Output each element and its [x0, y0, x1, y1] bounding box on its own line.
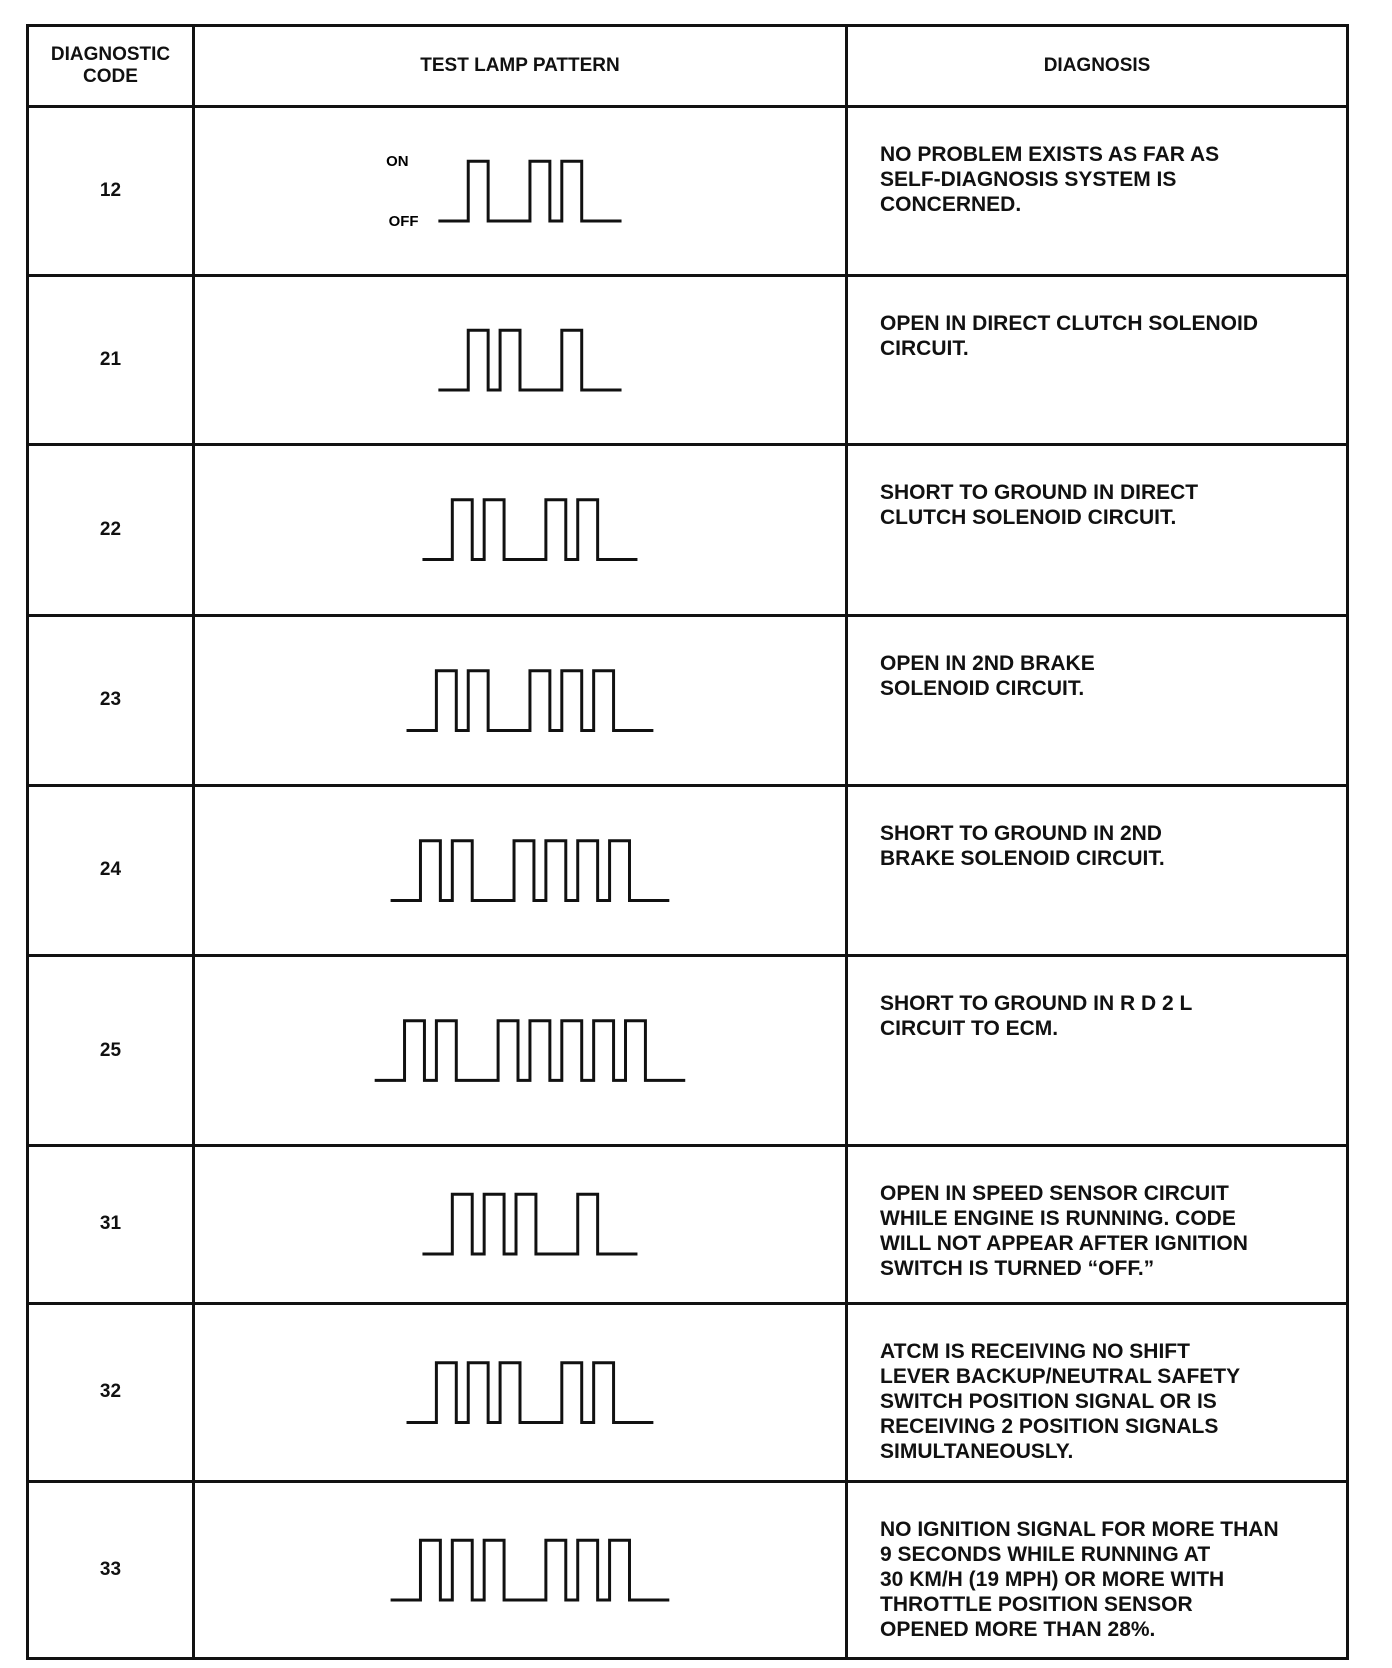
diagnosis-cell	[847, 615, 1348, 785]
table-body	[28, 107, 1348, 1659]
diagnosis-cell	[847, 1303, 1348, 1481]
diagnostic-code: 24	[28, 785, 194, 955]
lamp-waveform	[195, 617, 845, 784]
lamp-pulse-train	[438, 161, 621, 221]
table-row	[28, 785, 1348, 955]
diagnostic-code: 23	[28, 615, 194, 785]
diagnosis-text: SHORT TO GROUND IN 2ND BRAKE SOLENOID CIRCUIT.	[880, 821, 1165, 870]
table-row	[28, 445, 1348, 615]
diagnosis-cell	[847, 1146, 1348, 1303]
diagnostic-code: 25	[28, 956, 194, 1146]
lamp-waveform	[195, 957, 845, 1144]
lamp-waveform	[195, 277, 845, 443]
lamp-on-label: ON	[386, 153, 409, 171]
lamp-pulse-train	[375, 1021, 686, 1081]
diagnostic-code: 12	[28, 107, 194, 276]
lamp-pulse-train	[422, 500, 637, 560]
table-row	[28, 107, 1348, 276]
test-lamp-pattern	[194, 785, 847, 955]
test-lamp-pattern	[194, 615, 847, 785]
diagnosis-text: NO IGNITION SIGNAL FOR MORE THAN 9 SECONDS WHILE RUNNING AT 30 KM/H (19 MPH) OR MORE WITH THROTTLE POSITION SENSOR OPENED MORE THAN 28%.	[880, 1517, 1279, 1641]
diagnosis-text: NO PROBLEM EXISTS AS FAR AS SELF-DIAGNOSIS SYSTEM IS CONCERNED.	[880, 143, 1220, 216]
diagnosis-text: OPEN IN DIRECT CLUTCH SOLENOID CIRCUIT.	[880, 312, 1259, 361]
table-row	[28, 1146, 1348, 1303]
test-lamp-pattern	[194, 445, 847, 615]
diagnostic-code: 33	[28, 1481, 194, 1658]
test-lamp-pattern	[194, 1481, 847, 1658]
lamp-pulse-train	[422, 1194, 637, 1254]
lamp-waveform	[195, 446, 845, 613]
diagnosis-cell	[847, 1481, 1348, 1658]
table-row	[28, 276, 1348, 445]
diagnosis-text: ATCM IS RECEIVING NO SHIFT LEVER BACKUP/NEUTRAL SAFETY SWITCH POSITION SIGNAL OR IS RECEIVING 2 POSITION SIGNALS SIMULTANEOUSLY.	[880, 1339, 1241, 1463]
table-row	[28, 1481, 1348, 1658]
test-lamp-pattern	[194, 1146, 847, 1303]
diagnosis-text: OPEN IN SPEED SENSOR CIRCUIT WHILE ENGINE IS RUNNING. CODE WILL NOT APPEAR AFTER IGNITION SWITCH IS TURNED “OFF.”	[880, 1182, 1248, 1281]
diagnostic-code: 31	[28, 1146, 194, 1303]
test-lamp-pattern	[194, 1303, 847, 1481]
diagnosis-text: SHORT TO GROUND IN R D 2 L CIRCUIT TO ECM.	[880, 992, 1193, 1041]
lamp-waveform	[195, 1483, 845, 1657]
table-row	[28, 615, 1348, 785]
diagnostic-code: 32	[28, 1303, 194, 1481]
header-row	[28, 26, 1348, 107]
diagnosis-cell	[847, 445, 1348, 615]
lamp-waveform	[195, 1305, 845, 1480]
diagnostic-code: 21	[28, 276, 194, 445]
lamp-pulse-train	[391, 841, 670, 901]
test-lamp-pattern	[194, 276, 847, 445]
header-test-lamp-pattern: TEST LAMP PATTERN	[194, 26, 847, 107]
lamp-waveform	[195, 787, 845, 954]
header-diagnosis: DIAGNOSIS	[847, 26, 1348, 107]
diagnosis-cell	[847, 956, 1348, 1146]
diagnosis-text: OPEN IN 2ND BRAKE SOLENOID CIRCUIT.	[880, 651, 1095, 700]
lamp-waveform	[195, 108, 845, 274]
table-row	[28, 1303, 1348, 1481]
header-diagnostic-code: DIAGNOSTIC CODE	[28, 26, 194, 107]
diagnosis-cell	[847, 107, 1348, 276]
diagnostic-code: 22	[28, 445, 194, 615]
lamp-pulse-train	[407, 670, 654, 730]
diagnosis-text: SHORT TO GROUND IN DIRECT CLUTCH SOLENOID CIRCUIT.	[880, 481, 1199, 530]
diagnostic-code-table	[26, 24, 1349, 1660]
test-lamp-pattern	[194, 956, 847, 1146]
lamp-pulse-train	[438, 330, 621, 390]
table-row	[28, 956, 1348, 1146]
lamp-pulse-train	[391, 1540, 670, 1600]
lamp-waveform	[195, 1147, 845, 1301]
lamp-off-label: OFF	[388, 212, 419, 230]
diagnosis-cell	[847, 276, 1348, 445]
diagnosis-cell	[847, 785, 1348, 955]
lamp-pulse-train	[407, 1362, 654, 1422]
test-lamp-pattern	[194, 107, 847, 276]
